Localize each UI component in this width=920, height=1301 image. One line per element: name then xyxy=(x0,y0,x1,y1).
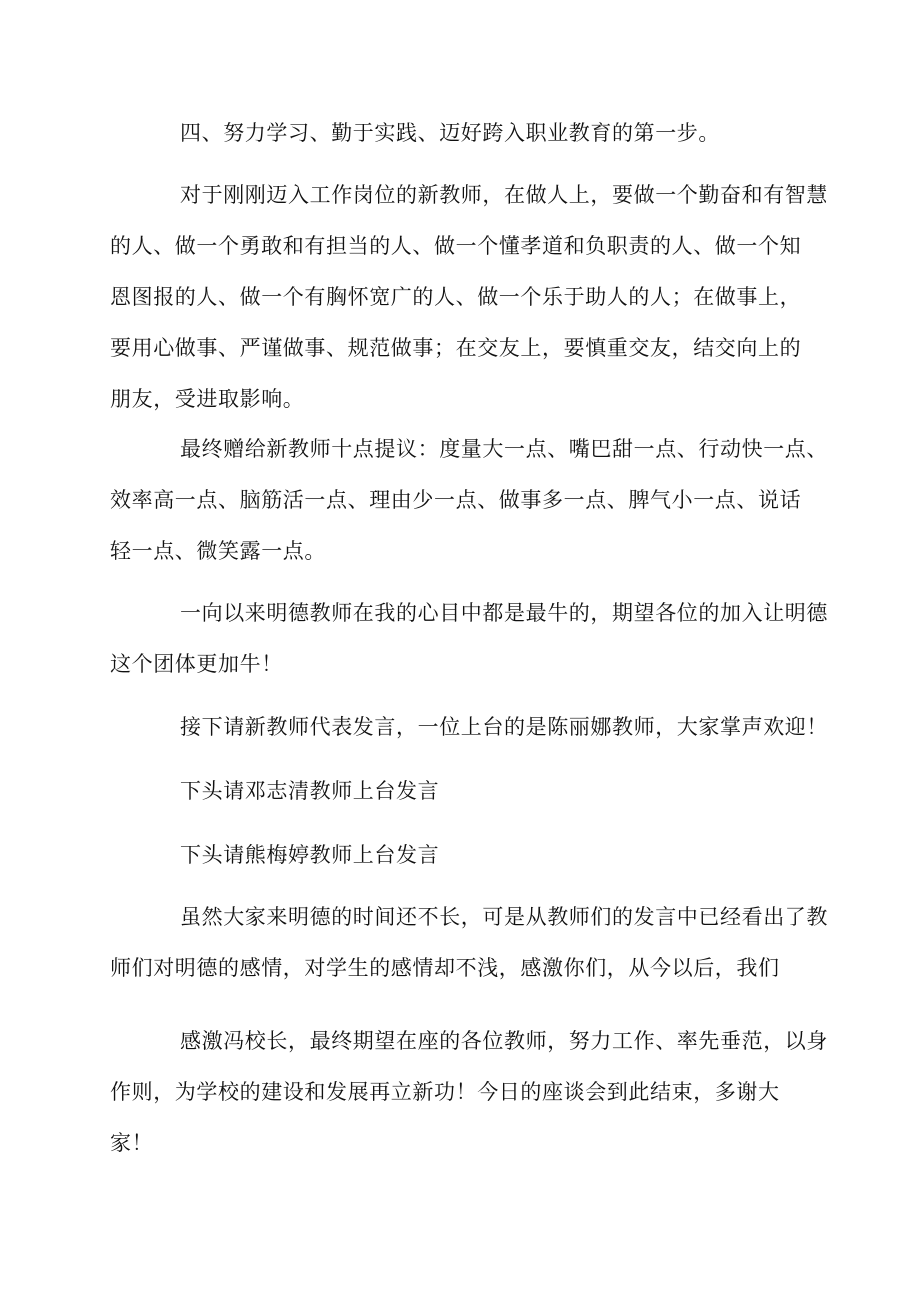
paragraph-line: 对于刚刚迈入工作岗位的新教师，在做人上，要做一个勤奋和有智慧 xyxy=(180,183,828,207)
paragraph-second-speaker xyxy=(110,766,820,817)
paragraph-ten-suggestions xyxy=(110,424,828,577)
paragraph-line: 下头请邓志清教师上台发言 xyxy=(180,779,440,803)
paragraph-line: 接下请新教师代表发言，一位上台的是陈丽娜教师，大家掌声欢迎！ xyxy=(180,715,828,739)
paragraph-line: 感激冯校长，最终期望在座的各位教师，努力工作、率先垂范，以身 xyxy=(180,1029,828,1053)
paragraph-line: 作则，为学校的建设和发展再立新功！今日的座谈会到此结束，多谢大 xyxy=(110,1080,780,1104)
paragraph-mingde-teachers xyxy=(110,588,828,690)
paragraph-line: 四、努力学习、勤于实践、迈好跨入职业教育的第一步。 xyxy=(180,121,720,145)
paragraph-line: 一向以来明德教师在我的心目中都是最牛的，期望各位的加入让明德 xyxy=(180,601,828,625)
paragraph-new-teacher-advice xyxy=(110,170,828,425)
paragraph-line: 虽然大家来明德的时间还不长，可是从教师们的发言中已经看出了教 xyxy=(180,905,828,929)
paragraph-line: 这个团体更加牛！ xyxy=(110,652,283,676)
paragraph-line: 要用心做事、严谨做事、规范做事；在交友上，要慎重交友，结交向上的 xyxy=(110,336,802,360)
paragraph-final-thanks xyxy=(110,1016,828,1169)
paragraph-section-heading xyxy=(110,108,820,159)
paragraph-line: 下头请熊梅婷教师上台发言 xyxy=(180,843,440,867)
paragraph-line: 最终赠给新教师十点提议：度量大一点、嘴巴甜一点、行动快一点、 xyxy=(180,437,828,461)
paragraph-line: 师们对明德的感情，对学生的感情却不浅，感激你们，从今以后，我们 xyxy=(110,956,780,980)
paragraph-line: 恩图报的人、做一个有胸怀宽广的人、做一个乐于助人的人；在做事上， xyxy=(110,285,802,309)
paragraph-line: 轻一点、微笑露一点。 xyxy=(110,539,326,563)
paragraph-line: 的人、做一个勇敢和有担当的人、做一个懂孝道和负职责的人、做一个知 xyxy=(110,234,802,258)
paragraph-closing-remarks xyxy=(110,892,828,994)
paragraph-line: 效率高一点、脑筋活一点、理由少一点、做事多一点、脾气小一点、说话 xyxy=(110,488,802,512)
paragraph-line: 朋友，受进取影响。 xyxy=(110,387,305,411)
paragraph-third-speaker xyxy=(110,830,820,881)
paragraph-line: 家！ xyxy=(110,1131,154,1155)
paragraph-first-speaker xyxy=(110,702,828,753)
